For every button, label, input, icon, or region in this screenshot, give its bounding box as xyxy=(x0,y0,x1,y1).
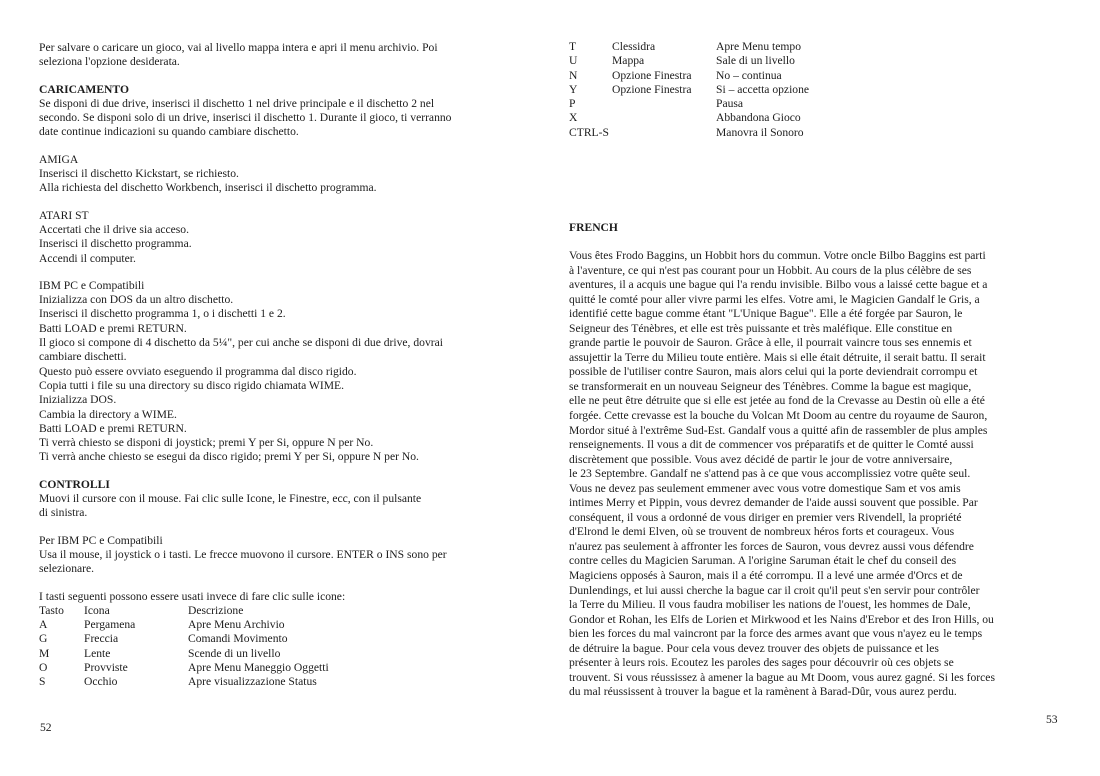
key-cell: Y xyxy=(569,82,578,96)
column-header: Tasto xyxy=(39,603,64,617)
table-row xyxy=(569,69,809,83)
keys-table xyxy=(39,604,329,690)
description-cell: Pausa xyxy=(716,97,744,111)
table-row xyxy=(569,54,809,68)
icon-cell: Mappa xyxy=(612,54,645,68)
french-heading: FRENCH xyxy=(569,221,618,234)
text-line: assujettir la Terre du Milieu toute entière. Mais si elle était détruite, il serait battu. Il serait xyxy=(569,350,986,364)
icon-cell: Opzione Finestra xyxy=(612,68,692,82)
key-cell: U xyxy=(569,54,578,68)
text-line: à l'aventure, ce qui n'est pas courant pour un Hobbit. Au cours de la plus célèbre de ses xyxy=(569,263,972,277)
ibm-section xyxy=(39,279,519,465)
column-header: Descrizione xyxy=(188,603,244,617)
key-cell: S xyxy=(39,675,46,689)
icon-cell: Lente xyxy=(84,646,111,660)
description-cell: Manovra il Sonoro xyxy=(716,125,804,139)
text-line: conséquent, il vous a ordonné de vous diriger en premier vers Rivendell, la propriété xyxy=(569,510,962,524)
text-line: le 23 Septembre. Gandalf ne s'attend pas à ce que vous accomplissiez votre quête seul. xyxy=(569,467,971,481)
text-line: Seigneur des Ténèbres, et elle est très puissante et très maléfique. Elle constitue en xyxy=(569,321,953,335)
text-line: Muovi il cursore con il mouse. Fai clic sulle Icone, le Finestre, ecc, con il pulsante xyxy=(39,492,422,506)
text-line: n'aurez pas seulement à affronter les forces de Sauron, vous devrez aussi vous défendre xyxy=(569,539,974,553)
text-line: Gondor et Rohan, les Elfs de Lorien et Mirkwood et les Nains d'Erebor et des Iron Hills, ou xyxy=(569,612,994,626)
amiga-section xyxy=(39,153,519,196)
description-cell: Apre Menu Archivio xyxy=(188,618,285,632)
table-row xyxy=(569,83,809,97)
text-line: Accendi il computer. xyxy=(39,251,136,265)
text-line: possible de l'utiliser contre Sauron, mais alors celui qui la porte deviendrait corrompu et xyxy=(569,365,978,379)
description-cell: Si – accetta opzione xyxy=(716,82,810,96)
text-line: forgée. Cette crevasse est la bouche du Volcan Mt Doom au centre du royaume de Sauron, xyxy=(569,409,988,423)
text-line: Ti verrà anche chiesto se esegui da disco rigido; premi Y per Si, oppure N per No. xyxy=(39,450,419,464)
key-cell: T xyxy=(569,40,577,53)
text-line: secondo. Se disponi solo di un drive, inserisci il dischetto 1. Durante il gioco, ti verranno xyxy=(39,111,452,125)
text-line: selezionare. xyxy=(39,562,95,576)
key-cell: A xyxy=(39,618,48,632)
page-number: 52 xyxy=(40,721,52,734)
table-row xyxy=(569,126,809,140)
text-line: quitté le comté pour aller vivre parmi les elfes. Votre ami, le Magicien Gandalf le Gris, a xyxy=(569,292,980,306)
text-line: de détruire la bague. Pour cela vous devez trouver des objets de puissance et les xyxy=(569,641,939,655)
text-line: Inizializza DOS. xyxy=(39,393,117,407)
key-cell: O xyxy=(39,660,48,674)
page-number: 53 xyxy=(1046,713,1058,726)
atari-section xyxy=(39,209,519,266)
text-line: Copia tutti i file su una directory su disco rigido chiamata WIME. xyxy=(39,378,345,392)
caricamento-section xyxy=(39,83,519,140)
key-cell: X xyxy=(569,111,578,125)
description-cell: No – continua xyxy=(716,68,782,82)
table-row xyxy=(569,40,809,54)
text-line: se transformerait en un nouveau Seigneur des Ténèbres. Comme la bague est magique, xyxy=(569,379,972,393)
text-line: Magiciens opposés à Sauron, mais il a été corrompu. Il a levé une armée d'Orcs et de xyxy=(569,569,963,583)
icon-cell xyxy=(612,97,716,111)
controlli-section xyxy=(39,478,519,521)
description-cell: Abbandona Gioco xyxy=(716,111,801,125)
text-line: Cambia la directory a WIME. xyxy=(39,407,177,421)
ibm-controls-heading: Per IBM PC e Compatibili xyxy=(39,533,163,547)
text-line: contre celles du Magicien Saruman. A l'origine Saruman était le chef du conseil des xyxy=(569,554,957,568)
table-row xyxy=(39,618,329,632)
text-line: Vous ne devez pas seulement emmener avec vous votre domestique Sam et vos amis xyxy=(569,481,961,495)
text-line: Usa il mouse, il joystick o i tasti. Le frecce muovono il cursore. ENTER o INS sono per xyxy=(39,547,447,561)
text-line: identifié cette bague comme étant "L'Unique Bague". Elle a été forgée par Sauron, le xyxy=(569,307,963,321)
text-line: Per salvare o caricare un gioco, vai al livello mappa intera e apri il menu archivio. Poi xyxy=(39,41,438,54)
text-line: grande partie le pouvoir de Sauron. Grâce à elle, il pourrait vaincre tous ses ennemis et xyxy=(569,336,972,350)
keys-section xyxy=(39,590,519,690)
text-line: Alla richiesta del dischetto Workbench, inserisci il dischetto programma. xyxy=(39,181,377,195)
table-row xyxy=(569,111,809,125)
icon-cell: Occhio xyxy=(84,675,118,689)
text-line: di sinistra. xyxy=(39,506,88,520)
table-row xyxy=(39,675,329,689)
icon-cell xyxy=(612,126,716,140)
text-line: Batti LOAD e premi RETURN. xyxy=(39,321,187,335)
controlli-heading: CONTROLLI xyxy=(39,477,110,491)
text-line: Se disponi di due drive, inserisci il dischetto 1 nel drive principale e il dischetto 2 nel xyxy=(39,96,435,110)
text-line: Inserisci il dischetto programma. xyxy=(39,237,192,251)
text-line: du mal réussissent à trouver la bague et la ramènent à Barad-Dûr, vous aurez perdu. xyxy=(569,685,957,699)
keys-table-continued xyxy=(569,40,809,140)
text-line: Vous êtes Frodo Baggins, un Hobbit hors du commun. Votre oncle Bilbo Baggins est parti xyxy=(569,249,986,262)
atari-heading: ATARI ST xyxy=(39,208,89,222)
icon-cell xyxy=(612,111,716,125)
description-cell: Sale di un livello xyxy=(716,54,795,68)
left-column xyxy=(39,41,519,690)
text-line: Inserisci il dischetto Kickstart, se richiesto. xyxy=(39,167,239,181)
description-cell: Comandi Movimento xyxy=(188,632,288,646)
table-row xyxy=(39,661,329,675)
text-line: intimes Merry et Pippin, vous devrez demander de l'aide aussi souvent que possible. Par xyxy=(569,496,978,510)
description-cell: Apre visualizzazione Status xyxy=(188,675,317,689)
text-line: renseignements. Il vous a dit de commencer vos préparatifs et de quitter le Comté aussi xyxy=(569,438,974,452)
icon-cell: Pergamena xyxy=(84,618,136,632)
text-line: présenter à leurs rois. Ecoutez les paroles des sages pour découvrir où ces objets se xyxy=(569,656,954,670)
text-line: la Terre du Milieu. Il vous faudra mobiliser les nations de l'ouest, les hommes de Dale, xyxy=(569,598,971,612)
text-line: d'Elrond le demi Elven, où se trouvent de nombreux héros forts et courageux. Vous xyxy=(569,525,955,539)
keys-intro: I tasti seguenti possono essere usati invece di fare clic sulle icone: xyxy=(39,589,346,603)
table-row xyxy=(39,632,329,646)
key-cell: P xyxy=(569,97,576,111)
ibm-controls-section xyxy=(39,534,519,577)
text-line: Questo può essere ovviato eseguendo il programma dal disco rigido. xyxy=(39,364,357,378)
caricamento-heading: CARICAMENTO xyxy=(39,82,129,96)
text-line: Ti verrà chiesto se disponi di joystick; premi Y per Si, oppure N per No. xyxy=(39,436,374,450)
description-cell: Scende di un livello xyxy=(188,646,281,660)
icon-cell: Opzione Finestra xyxy=(612,82,692,96)
key-cell: G xyxy=(39,632,48,646)
text-line: aventures, il a acquis une bague qui l'a rendu invisible. Bilbo vous a laissé cette bague et a xyxy=(569,278,988,292)
key-cell: CTRL-S xyxy=(569,125,609,139)
text-line: Inizializza con DOS da un altro dischetto. xyxy=(39,293,234,307)
icon-cell: Provviste xyxy=(84,660,128,674)
text-line: elle ne peut être détruite que si elle est jetée au fond de la Crevasse au Destin où elle a été xyxy=(569,394,985,408)
table-header-row xyxy=(39,604,329,618)
icon-cell: Clessidra xyxy=(612,40,656,53)
right-page xyxy=(550,0,1100,776)
description-cell: Apre Menu Maneggio Oggetti xyxy=(188,660,329,674)
text-line: Accertati che il drive sia acceso. xyxy=(39,222,189,236)
text-line: Dunlendings, et lui aussi cherche la bague car il croit qu'il peut s'en servir pour contrôler xyxy=(569,583,980,597)
text-line: Batti LOAD e premi RETURN. xyxy=(39,421,187,435)
text-line: trouvent. Si vous réussissez à amener la bague au Mt Doom, vous aurez gagné. Si les forces xyxy=(569,670,995,684)
key-cell: N xyxy=(569,68,578,82)
french-body xyxy=(569,249,1059,700)
table-row xyxy=(569,97,809,111)
text-line: Il gioco si compone di 4 dischetto da 5¼", per cui anche se disponi di due drive, dovrai xyxy=(39,336,443,350)
text-line: Inserisci il dischetto programma 1, o i dischetti 1 e 2. xyxy=(39,307,286,321)
description-cell: Apre Menu tempo xyxy=(716,40,802,53)
intro-paragraph xyxy=(39,41,519,70)
text-line: bien les forces du mal vaincront par la force des armes avant que vous n'ayez eu le temps xyxy=(569,627,983,641)
text-line: seleziona l'opzione desiderata. xyxy=(39,55,180,69)
amiga-heading: AMIGA xyxy=(39,152,79,166)
column-header: Icona xyxy=(84,603,110,617)
text-line: Mordor situé à l'extrême Sud-Est. Gandalf vous a quitté afin de rassembler de plus amples xyxy=(569,423,988,437)
text-line: cambiare dischetti. xyxy=(39,350,127,364)
table-row xyxy=(39,647,329,661)
ibm-heading: IBM PC e Compatibili xyxy=(39,278,145,292)
icon-cell: Freccia xyxy=(84,632,119,646)
text-line: discrètement que possible. Vous avez décidé de partir le jour de votre anniversaire, xyxy=(569,452,953,466)
key-cell: M xyxy=(39,646,50,660)
text-line: date continue indicazioni su quando cambiare dischetto. xyxy=(39,125,299,139)
